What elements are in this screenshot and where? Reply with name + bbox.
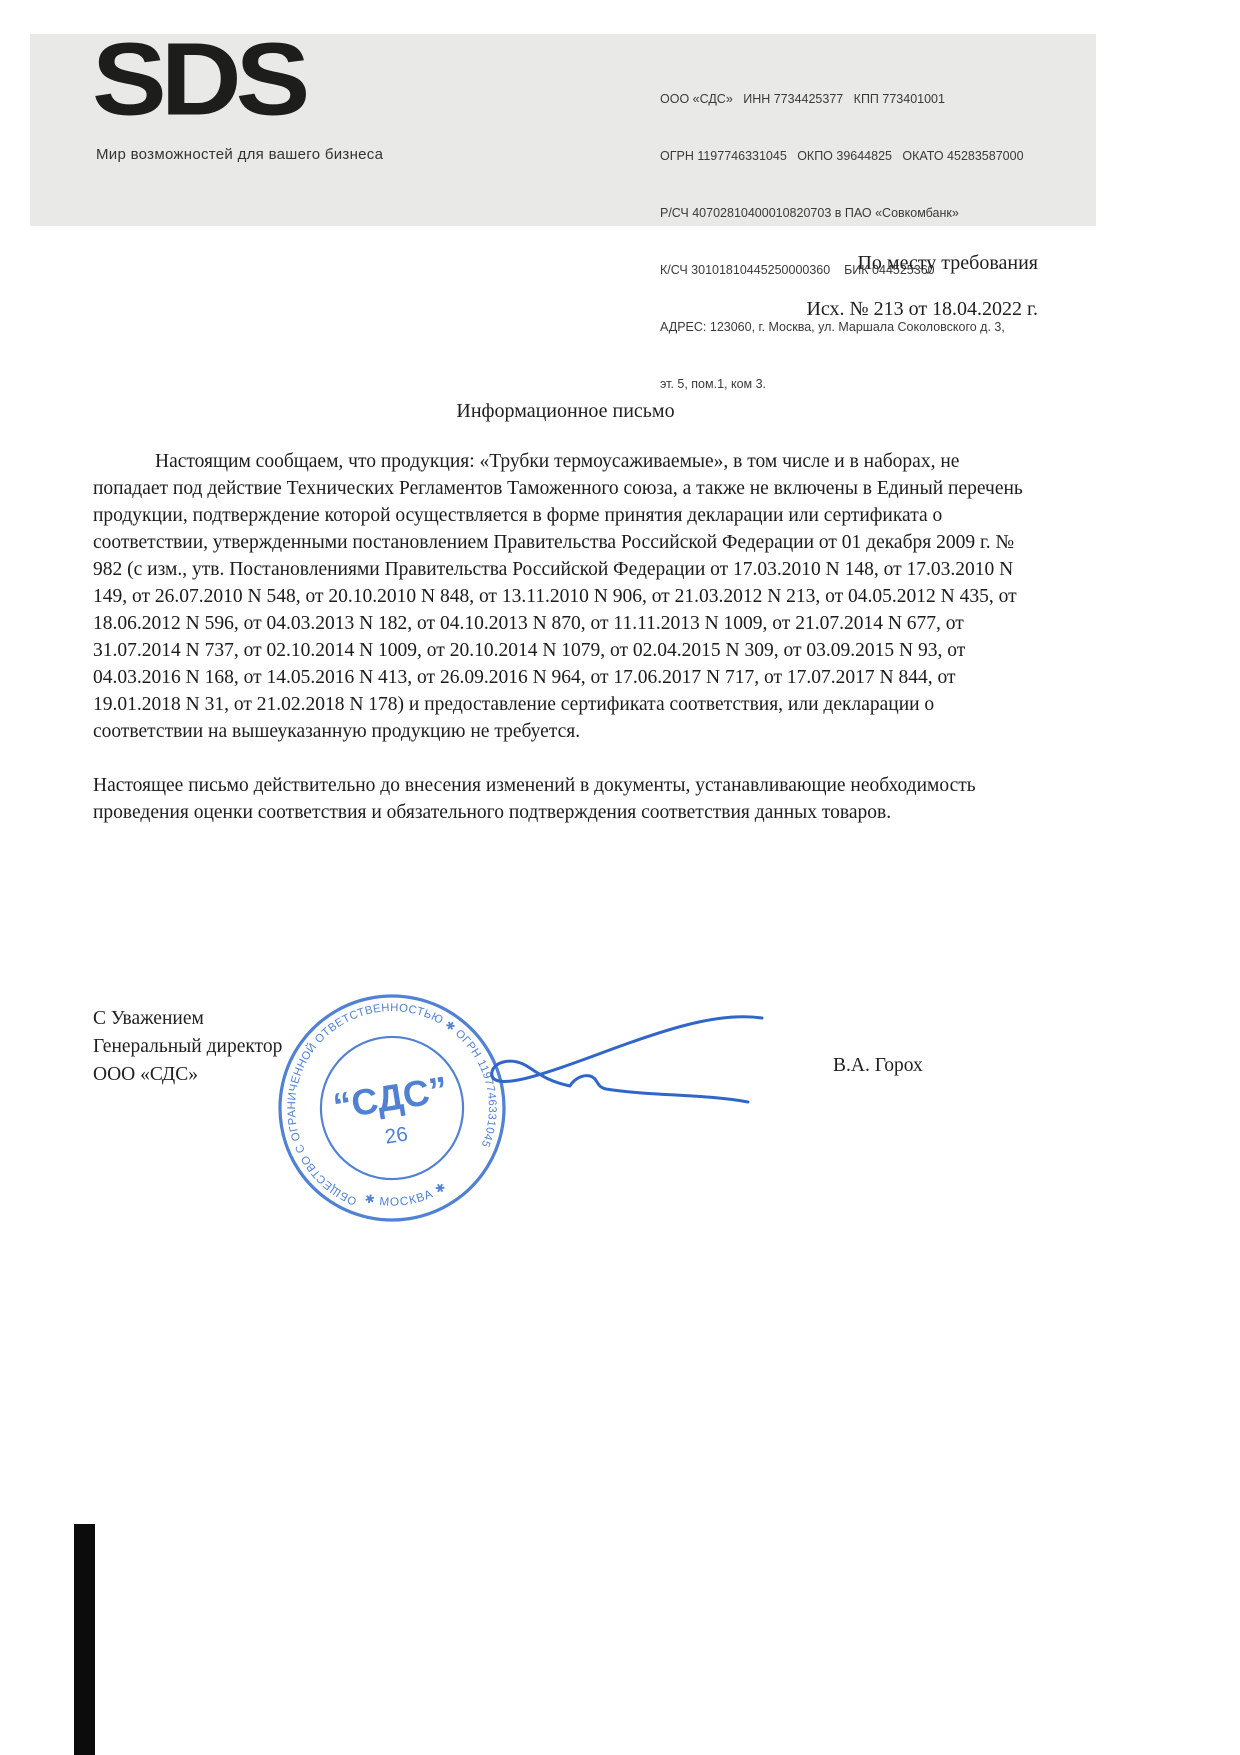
- signer-name: В.А. Горох: [833, 1055, 923, 1076]
- stamp-ring-text: ОБЩЕСТВО С ОГРАНИЧЕННОЙ ОТВЕТСТВЕННОСТЬЮ ✱ ОГРН 1197746331045: [286, 1002, 498, 1207]
- company-details-line: АДРЕС: 123060, г. Москва, ул. Маршала Соколовского д. 3,: [660, 320, 1005, 334]
- signature-stroke: [430, 990, 780, 1130]
- letter-meta: [93, 252, 1038, 321]
- company-details-line: эт. 5, пом.1, ком 3.: [660, 377, 767, 391]
- company-logo: SDS: [92, 21, 305, 137]
- signature-line-company: ООО «СДС»: [93, 1064, 198, 1085]
- body-paragraph-2: Настоящее письмо действительно до внесения изменений в документы, устанавливающие необходимость проведения оценки соответствия и обязательного подтверждения соответствия данных товаров.: [93, 775, 976, 823]
- signature-line-position: Генеральный директор: [93, 1036, 283, 1057]
- stamp-center-text: “СДС”: [330, 1068, 451, 1128]
- scan-artifact-bar: [74, 1524, 95, 1755]
- recipient-line: По месту требования: [857, 252, 1038, 274]
- company-details: [660, 52, 1024, 432]
- letter-title: Информационное письмо: [456, 400, 675, 422]
- reference-line: Исх. № 213 от 18.04.2022 г.: [806, 298, 1038, 320]
- body-paragraph-1: Настоящим сообщаем, что продукция: «Трубки термоусаживаемые», в том числе и в наборах, не попадает под действие Технических Регламентов Таможенного союза, а также не включены в Единый перечень продукции, подтверждение которой осуществляется в форме принятия декларации или сертификата о соответствии, утвержденными постановлением Правительства Российской Федерации от 01 декабря 2009 г. № 982 (с изм., утв. Постановлениями Правительства Российской Федерации от 17.03.2010 N 148, от 17.03.2010 N 149, от 26.07.2010 N 548, от 20.10.2010 N 848, от 13.11.2010 N 906, от 21.03.2012 N 213, от 04.05.2012 N 435, от 18.06.2012 N 596, от 04.03.2013 N 182, от 04.10.2013 N 870, от 11.11.2013 N 1009, от 21.07.2014 N 677, от 31.07.2014 N 737, от 02.10.2014 N 1009, от 20.10.2014 N 1079, от 02.04.2015 N 309, от 03.09.2015 N 93, от 04.03.2016 N 168, от 14.05.2016 N 413, от 26.09.2016 N 964, от 17.06.2017 N 717, от 17.07.2017 N 844, от 19.01.2018 N 31, от 21.02.2018 N 178) и предоставление сертификата соответствия, или декларации о соответствии на вышеуказанную продукцию не требуется.: [93, 451, 1023, 742]
- company-details-line: ОГРН 1197746331045 ОКПО 39644825 ОКАТО 45283587000: [660, 149, 1024, 163]
- company-details-line: Р/СЧ 40702810400010820703 в ПАО «Совкомбанк»: [660, 206, 959, 220]
- company-tagline: Мир возможностей для вашего бизнеса: [96, 146, 384, 163]
- company-details-line: К/СЧ 30101810445250000360 БИК 044525360: [660, 263, 935, 277]
- signature-line-regards: С Уважением: [93, 1008, 204, 1029]
- letter-body: [93, 448, 1038, 826]
- stamp-number: 26: [383, 1122, 410, 1149]
- stamp-city-text: ✱ МОСКВА ✱: [363, 1179, 450, 1209]
- handwritten-signature: [430, 990, 780, 1130]
- company-details-line: ООО «СДС» ИНН 7734425377 КПП 773401001: [660, 92, 945, 106]
